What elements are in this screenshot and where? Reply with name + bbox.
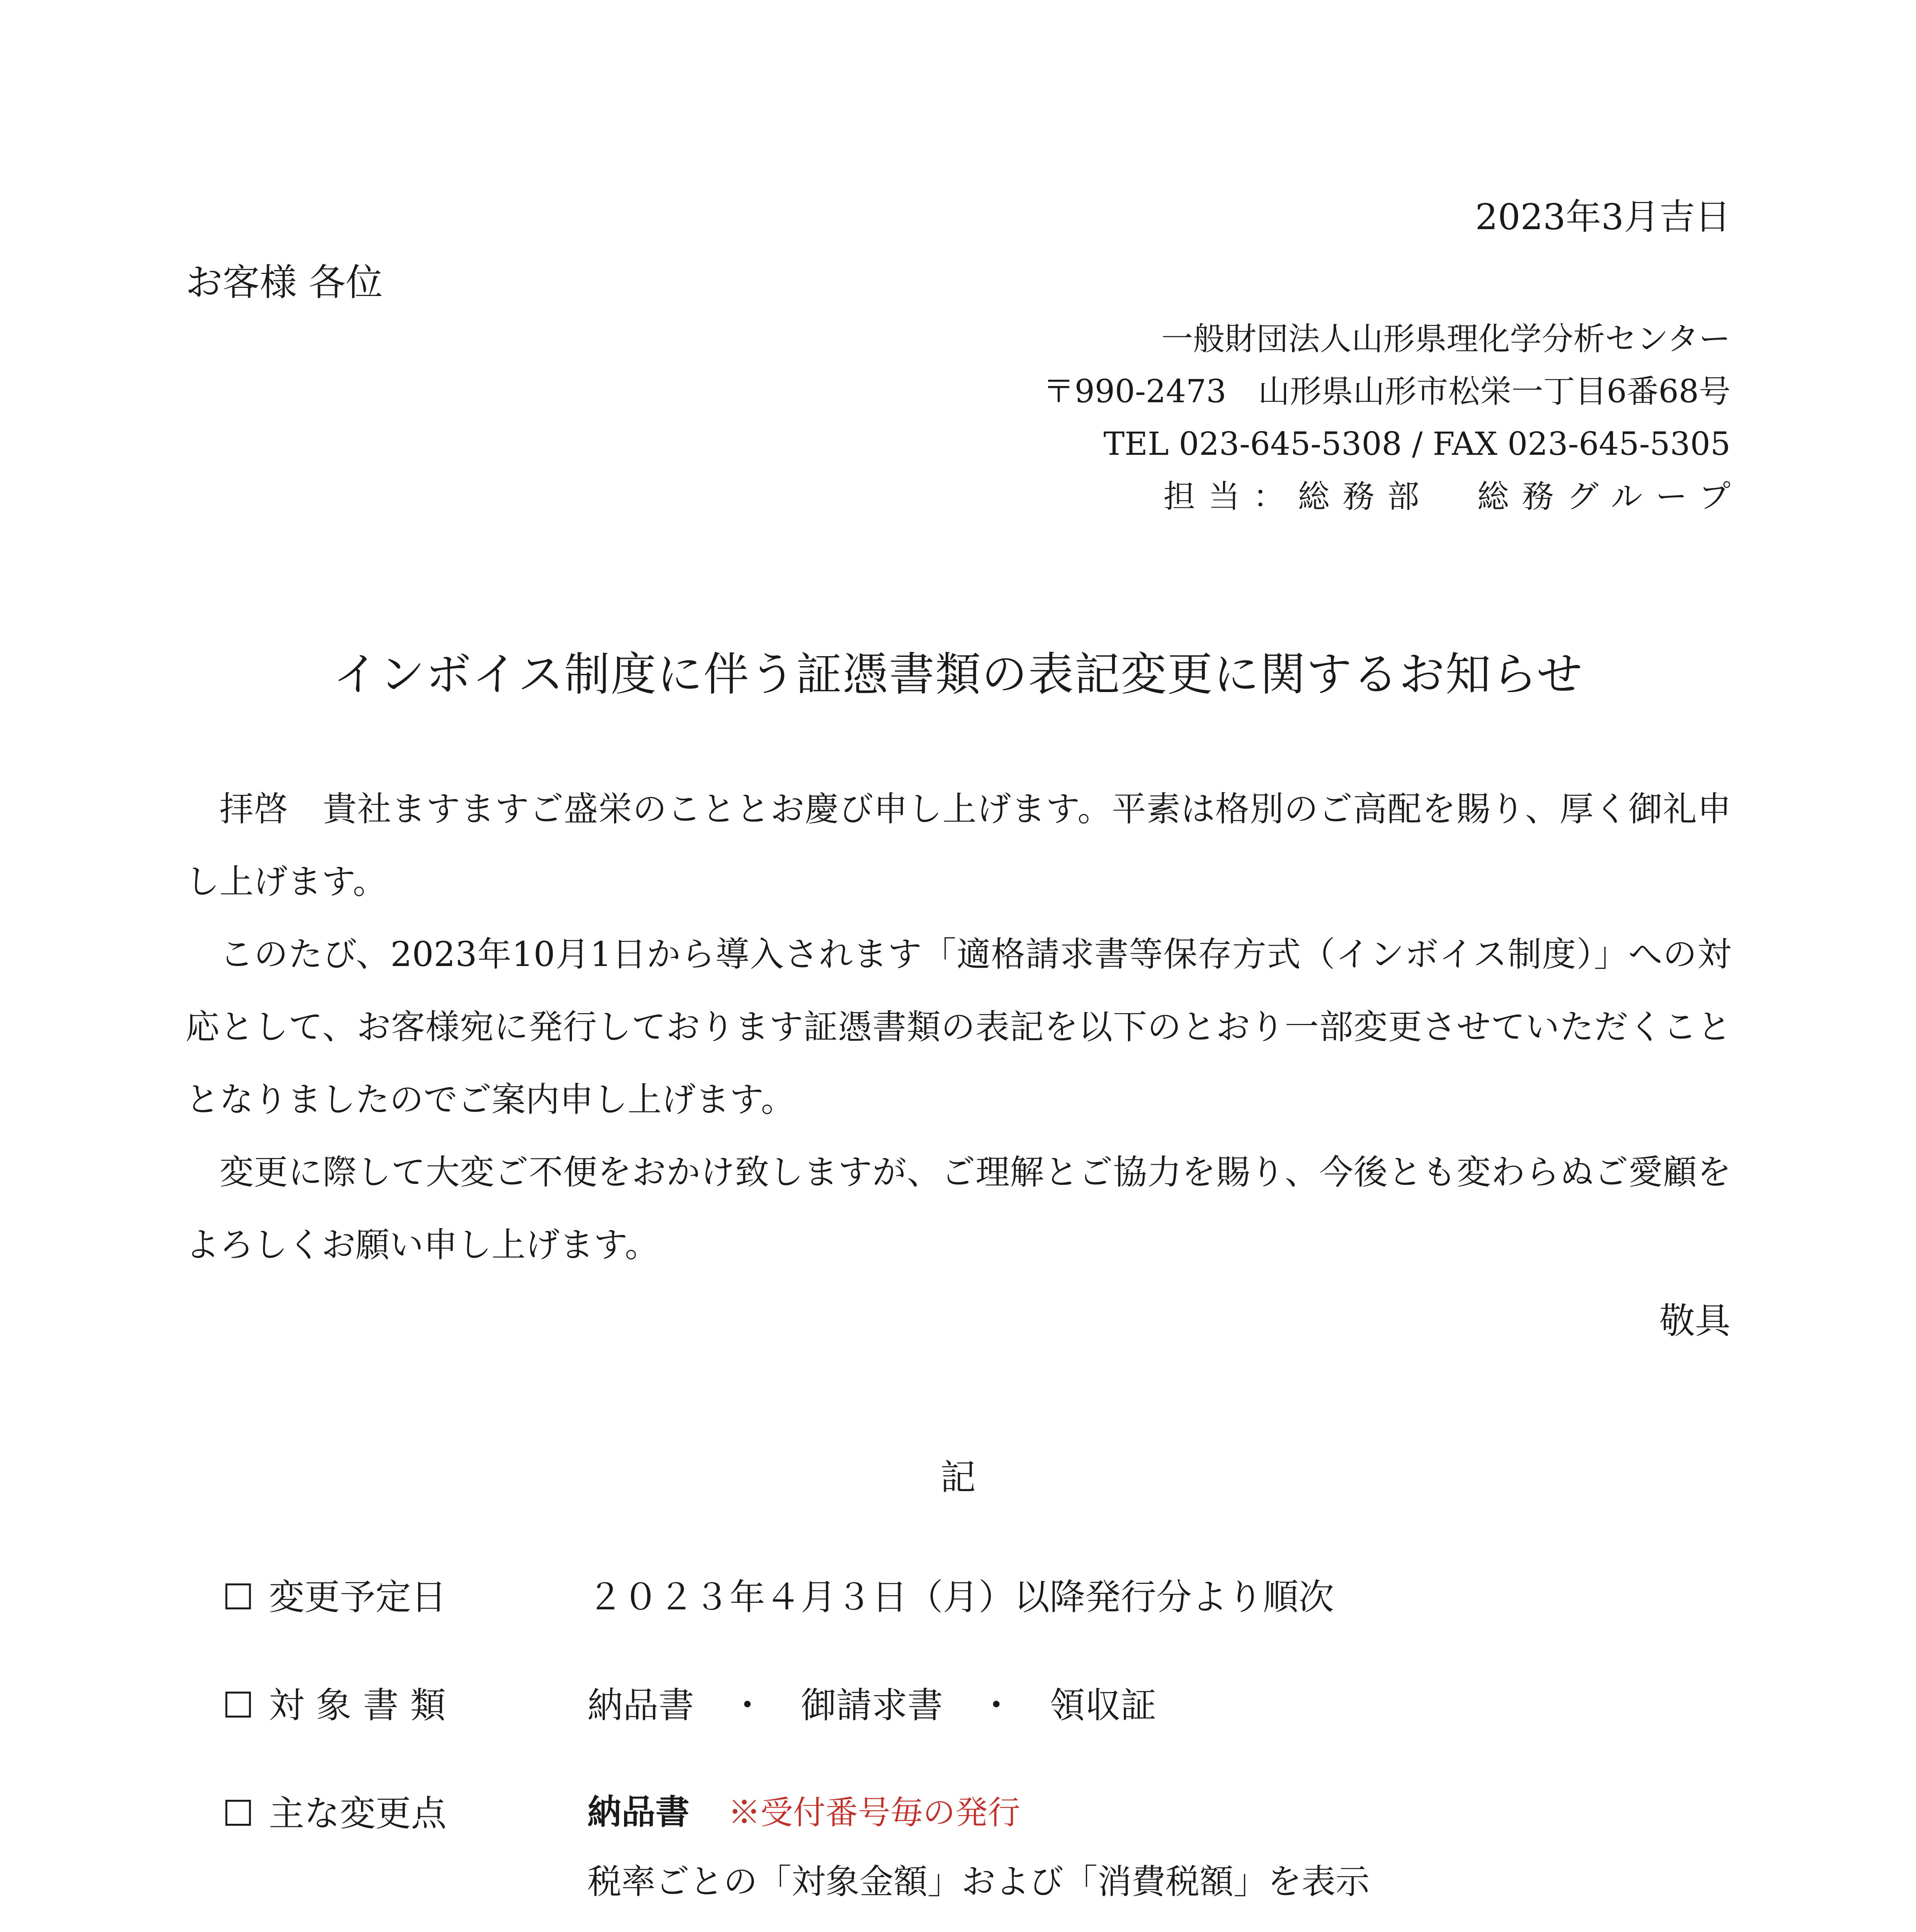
body-text — [185, 773, 1731, 1281]
sender-organization: 一般財団法人山形県理化学分析センター — [1161, 321, 1731, 357]
changes-group1-note: ※受付番号毎の発行 — [728, 1794, 1021, 1832]
changes-group1-line — [587, 1926, 1302, 1932]
body-paragraph-apology: 変更に際して大変ご不便をおかけ致しますが、ご理解とご協力を賜り、今後とも変わらぬご愛顧をよろしくお願い申し上げます。 — [185, 1152, 1731, 1265]
change-date-label-text: 変更予定日 — [269, 1577, 447, 1618]
sender-department: 担当：総務部 総務グループ — [1163, 478, 1744, 515]
closing-keigu: 敬具 — [1659, 1300, 1731, 1342]
target-docs-label-text: 対象書類 — [269, 1685, 458, 1726]
sender-address: 〒990-2473 山形県山形市松栄一丁目6番68号 — [1043, 373, 1731, 410]
target-docs-value: 納品書 ・ 御請求書 ・ 領収証 — [587, 1685, 1157, 1726]
body-paragraph-greeting: 拝啓 貴社ますますご盛栄のこととお慶び申し上げます。平素は格別のご高配を賜り、厚く御礼申し上げます。 — [185, 789, 1731, 901]
ki-heading: 記 — [940, 1457, 976, 1498]
main-changes-label-text: 主な変更点 — [269, 1793, 447, 1834]
document-title: インボイス制度に伴う証憑書類の表記変更に関するお知らせ — [333, 648, 1583, 701]
checkbox-icon: ☐ — [222, 1577, 254, 1618]
changes-group1-heading — [587, 1785, 1020, 1834]
body-paragraph-notice: このたび、2023年10月1日から導入されます「適格請求書等保存方式（インボイス制度）」への対応として、お客様宛に発行しております証憑書類の表記を以下のとおり一部変更させていただくこととなりましたのでご案内申し上げます。 — [185, 934, 1731, 1119]
checkbox-icon: ☐ — [222, 1685, 254, 1726]
sender-block — [1043, 313, 1744, 523]
sender-contact: TEL 023-645-5308 / FAX 023-645-5305 — [1103, 426, 1731, 463]
item-main-changes-label — [222, 1785, 447, 1836]
item-change-date-label — [222, 1569, 447, 1620]
changes-group1-line: 税率ごとの「対象金額」および「消費税額」を表示 — [587, 1862, 1370, 1901]
document-date: 2023年3月吉日 — [1475, 196, 1731, 238]
changes-group1-title: 納品書 — [587, 1792, 690, 1832]
addressee: お客様 各位 — [185, 261, 383, 304]
checkbox-icon: ☐ — [222, 1793, 254, 1834]
item-target-docs-label — [222, 1677, 458, 1728]
change-date-value: ２０２３年４月３日（月）以降発行分より順次 — [587, 1577, 1334, 1618]
